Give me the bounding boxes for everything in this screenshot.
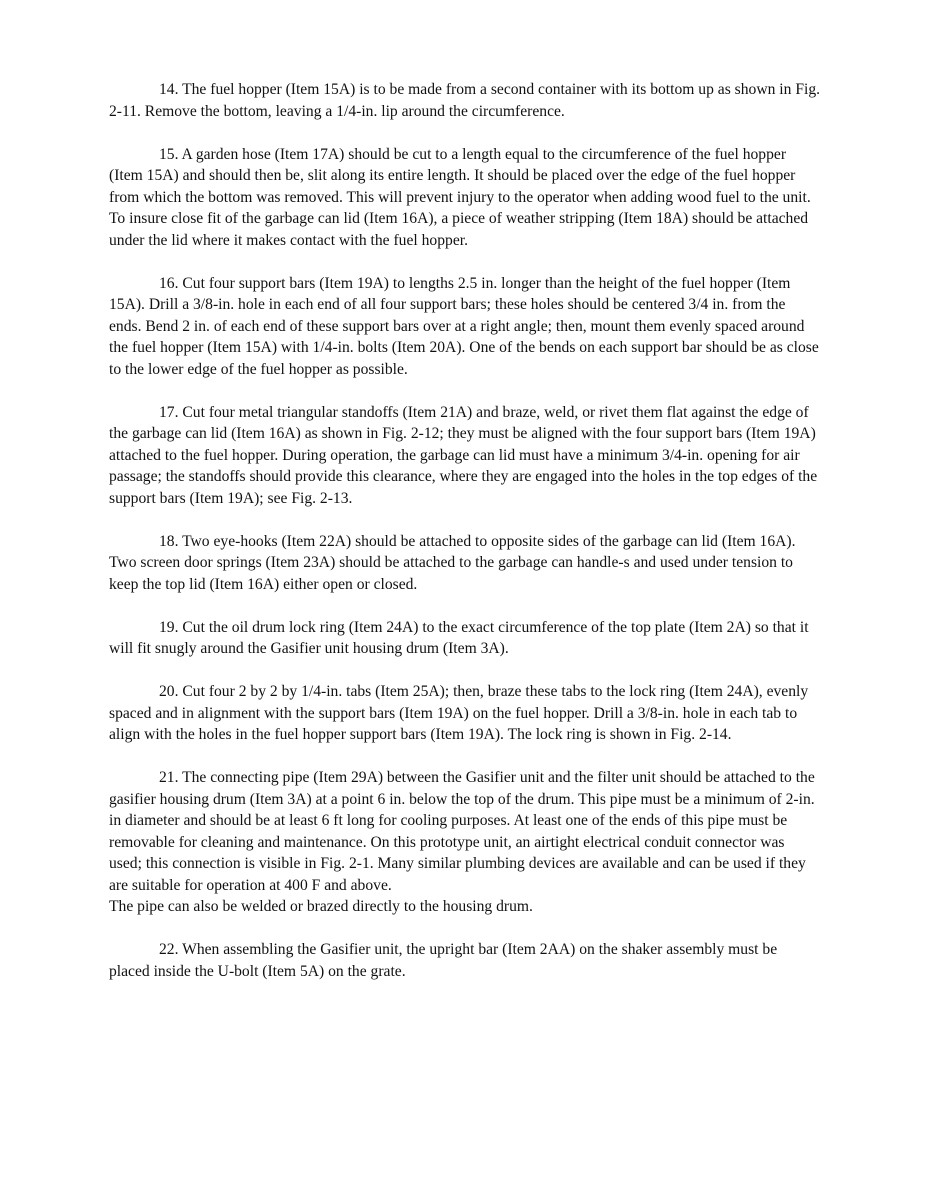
paragraph-19	[109, 617, 821, 660]
paragraph-21-text: 21. The connecting pipe (Item 29A) between the Gasifier unit and the filter unit should be attached to the gasifier housing drum (Item 3A) at a point 6 in. below the top of the drum. This pipe must be a minimum of 2-in. in diameter and should be at least 6 ft long for cooling purposes. At least one of the ends of this pipe must be removable for cleaning and maintenance. On this prototype unit, an airtight electrical conduit connector was used; this connection is visible in Fig. 2-1. Many similar plumbing devices are available and can be used if they are suitable for operation at 400 F and above.	[109, 769, 815, 894]
paragraph-22	[109, 939, 821, 982]
paragraph-21-continuation: The pipe can also be welded or brazed directly to the housing drum.	[109, 898, 533, 915]
paragraph-18-text: 18. Two eye-hooks (Item 22A) should be attached to opposite sides of the garbage can lid (Item 16A). Two screen door springs (Item 23A) should be attached to the garbage can handle-s and used under tension to keep the top lid (Item 16A) either open or closed.	[109, 532, 796, 593]
paragraph-14-text: 14. The fuel hopper (Item 15A) is to be made from a second container with its bottom up as shown in Fig. 2-11. Remove the bottom, leaving a 1/4-in. lip around the circumference.	[109, 81, 821, 120]
paragraph-15	[109, 144, 821, 252]
paragraph-16	[109, 273, 821, 381]
paragraph-15-text: 15. A garden hose (Item 17A) should be cut to a length equal to the circumference of the fuel hopper (Item 15A) and should then be, slit along its entire length. It should be placed over the edge of the fuel hopper from which the bottom was removed. This will prevent injury to the operator when adding wood fuel to the unit. To insure close fit of the garbage can lid (Item 16A), a piece of weather stripping (Item 18A) should be attached under the lid where it makes contact with the fuel hopper.	[109, 145, 811, 249]
paragraph-22-text: 22. When assembling the Gasifier unit, the upright bar (Item 2AA) on the shaker assembly must be placed inside the U-bolt (Item 5A) on the grate.	[109, 941, 778, 980]
paragraph-17-text: 17. Cut four metal triangular standoffs (Item 21A) and braze, weld, or rivet them flat against the edge of the garbage can lid (Item 16A) as shown in Fig. 2-12; they must be aligned with the four support bars (Item 19A) attached to the fuel hopper. During operation, the garbage can lid must have a minimum 3/4-in. opening for air passage; the standoffs should provide this clearance, where they are engaged into the holes in the top edges of the support bars (Item 19A); see Fig. 2-13.	[109, 403, 818, 507]
paragraph-14	[109, 79, 821, 122]
paragraph-21	[109, 767, 821, 918]
paragraph-18	[109, 531, 821, 596]
paragraph-19-text: 19. Cut the oil drum lock ring (Item 24A) to the exact circumference of the top plate (Item 2A) so that it will fit snugly around the Gasifier unit housing drum (Item 3A).	[109, 618, 809, 657]
document-body	[109, 79, 821, 982]
paragraph-17	[109, 402, 821, 510]
paragraph-20	[109, 681, 821, 746]
paragraph-20-text: 20. Cut four 2 by 2 by 1/4-in. tabs (Item 25A); then, braze these tabs to the lock ring (Item 24A), evenly spaced and in alignment with the support bars (Item 19A) on the fuel hopper. Drill a 3/8-in. hole in each tab to align with the holes in the fuel hopper support bars (Item 19A). The lock ring is shown in Fig. 2-14.	[109, 683, 809, 743]
paragraph-16-text: 16. Cut four support bars (Item 19A) to lengths 2.5 in. longer than the height of the fuel hopper (Item 15A). Drill a 3/8-in. hole in each end of all four support bars; these holes should be centered 3/4 in. from the ends. Bend 2 in. of each end of these support bars over at a right angle; then, mount them evenly spaced around the fuel hopper (Item 15A) with 1/4-in. bolts (Item 20A). One of the bends on each support bar should be as close to the lower edge of the fuel hopper as possible.	[109, 274, 819, 378]
